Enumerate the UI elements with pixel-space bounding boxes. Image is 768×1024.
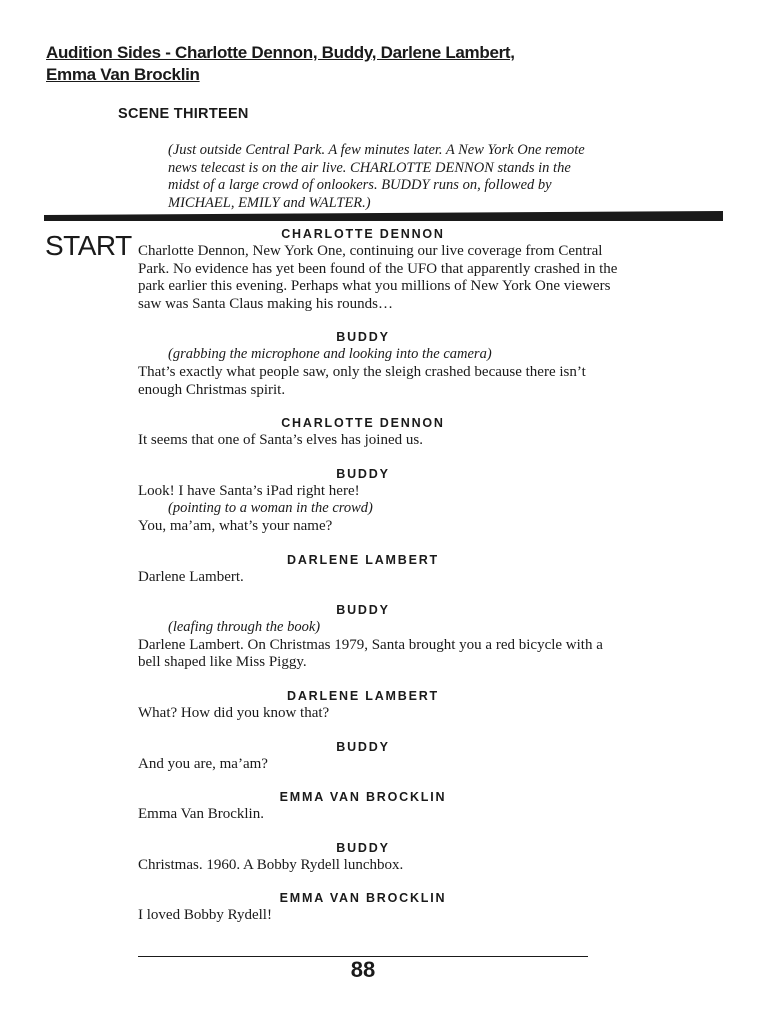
dialogue-line: Emma Van Brocklin. xyxy=(138,806,264,823)
character-cue: BUDDY xyxy=(336,466,390,481)
character-cue: DARLENE LAMBERT xyxy=(287,552,439,567)
dialogue-line: Darlene Lambert. On Christmas 1979, Santa brought you a red bicycle with a bell shaped like Miss Piggy. xyxy=(138,636,603,671)
stage-direction: (pointing to a woman in the crowd) xyxy=(168,500,373,517)
character-cue: CHARLOTTE DENNON xyxy=(281,416,445,431)
header-title-line1: Audition Sides - Charlotte Dennon, Buddy, Darlene Lambert, xyxy=(46,43,515,62)
stage-direction: (leafing through the book) xyxy=(168,619,321,636)
dialogue-line: Look! I have Santa’s iPad right here! xyxy=(138,482,360,499)
dialogue-line: Charlotte Dennon, New York One, continuing our live coverage from Central Park. No evidence has yet been found of the UFO that apparently crashed in the park earlier this evening. Perhaps what you millions of New York One viewers saw was Santa Claus making his rounds… xyxy=(138,243,618,312)
character-cue: DARLENE LAMBERT xyxy=(287,688,439,703)
page-number: 88 xyxy=(350,957,376,982)
character-cue: EMMA VAN BROCKLIN xyxy=(279,790,447,805)
dialogue-line: That’s exactly what people saw, only the sleigh crashed because there isn’t enough Christmas spirit. xyxy=(138,363,586,398)
stage-direction: (grabbing the microphone and looking into the camera) xyxy=(168,346,492,363)
dialogue-line: And you are, ma’am? xyxy=(138,755,268,772)
dialogue-line: What? How did you know that? xyxy=(138,704,330,721)
dialogue-line: It seems that one of Santa’s elves has joined us. xyxy=(138,432,423,449)
dialogue-line: Darlene Lambert. xyxy=(138,568,244,585)
scene-title: SCENE THIRTEEN xyxy=(118,106,249,122)
dialogue-line: You, ma’am, what’s your name? xyxy=(138,517,333,534)
character-cue: BUDDY xyxy=(336,739,390,754)
page-header xyxy=(46,42,606,86)
character-cue: EMMA VAN BROCKLIN xyxy=(279,891,447,906)
dialogue-line: Christmas. 1960. A Bobby Rydell lunchbox. xyxy=(138,856,404,873)
header-title-line2: Emma Van Brocklin xyxy=(46,65,200,84)
dialogue-line: I loved Bobby Rydell! xyxy=(138,907,272,924)
header-divider xyxy=(44,211,723,221)
character-cue: BUDDY xyxy=(336,603,390,618)
start-label: START xyxy=(45,230,132,261)
character-cue: CHARLOTTE DENNON xyxy=(281,227,445,241)
script-body xyxy=(138,226,618,925)
character-cue: BUDDY xyxy=(336,840,390,855)
scene-direction: (Just outside Central Park. A few minutes later. A New York One remote news telecast is on the air live. CHARLOTTE DENNON stands in the midst of a large crowd of onlookers. BUDDY runs on, followed by MICHAEL, EMILY and WALTER.) xyxy=(168,142,585,211)
character-cue: BUDDY xyxy=(336,330,390,345)
